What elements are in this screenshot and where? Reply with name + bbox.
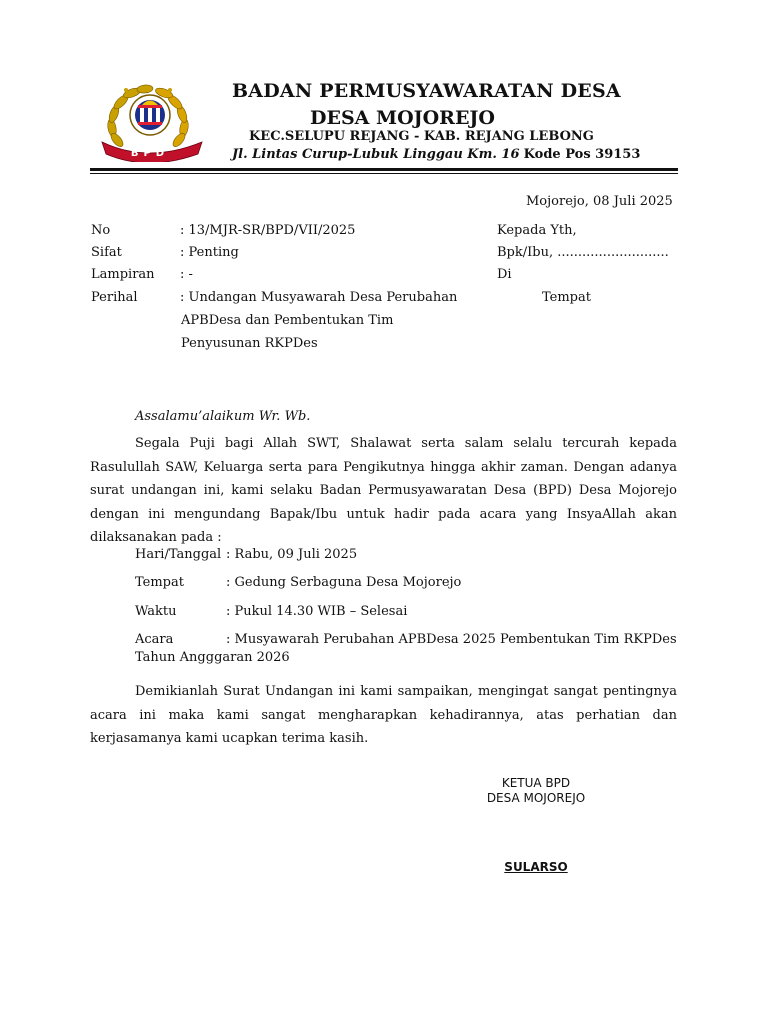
meta-perihal-line1: : Undangan Musyawarah Desa Perubahan xyxy=(180,290,458,305)
signature-title-2: DESA MOJOREJO xyxy=(486,791,586,805)
meta-sifat-label: Sifat xyxy=(91,245,122,260)
recipient-line4: Tempat xyxy=(542,290,591,305)
signature-title-1: KETUA BPD xyxy=(501,776,571,790)
event-tempat-value: : Gedung Serbaguna Desa Mojorejo xyxy=(226,575,462,590)
event-acara-continuation: Tahun Angggaran 2026 xyxy=(135,650,290,665)
logo-text: BPD xyxy=(130,148,170,159)
address-street: Jl. Lintas Curup-Lubuk Linggau Km. 16 xyxy=(232,147,520,162)
header-divider-thick xyxy=(90,168,678,171)
address-postcode: Kode Pos 39153 xyxy=(523,147,641,162)
recipient-line2: Bpk/Ibu, ........................... xyxy=(497,245,669,260)
org-subdistrict: KEC.SELUPU REJANG - KAB. REJANG LEBONG xyxy=(249,129,594,144)
org-name-line1: BADAN PERMUSYAWARATAN DESA xyxy=(232,80,621,102)
meta-lampiran-value: : - xyxy=(180,267,193,282)
meta-perihal-line2: APBDesa dan Pembentukan Tim xyxy=(181,313,394,328)
meta-no-value: : 13/MJR-SR/BPD/VII/2025 xyxy=(180,223,356,238)
letter-date: Mojorejo, 08 Juli 2025 xyxy=(526,194,673,209)
signature-name: SULARSO xyxy=(504,860,568,874)
meta-perihal-label: Perihal xyxy=(91,290,138,305)
bpd-logo xyxy=(98,82,214,162)
header-divider-thin xyxy=(90,173,678,174)
event-acara-value: : Musyawarah Perubahan APBDesa 2025 Pembentukan Tim RKPDes xyxy=(226,632,677,647)
event-hari-label: Hari/Tanggal xyxy=(135,547,222,562)
greeting: Assalamu’alaikum Wr. Wb. xyxy=(135,409,311,424)
event-tempat-label: Tempat xyxy=(135,575,184,590)
org-name-line2: DESA MOJOREJO xyxy=(310,107,495,129)
event-waktu-label: Waktu xyxy=(135,604,177,619)
meta-sifat-value: : Penting xyxy=(180,245,239,260)
body-paragraph-2: Demikianlah Surat Undangan ini kami sampaikan, mengingat sangat pentingnya acara ini maka kami sangat mengharapkan kehadirannya, atas perhatian dan kerjasamanya kami ucapkan terima kasih. xyxy=(90,684,677,746)
meta-perihal-line3: Penyusunan RKPDes xyxy=(181,336,318,351)
org-address xyxy=(232,147,640,162)
event-waktu-value: : Pukul 14.30 WIB – Selesai xyxy=(226,604,408,619)
event-acara-label: Acara xyxy=(135,632,174,647)
meta-no-label: No xyxy=(91,223,111,238)
recipient-line3: Di xyxy=(497,267,512,282)
body-paragraph-1: Segala Puji bagi Allah SWT, Shalawat serta salam selalu tercurah kepada Rasulullah SAW, Keluarga serta para Pengikutnya hingga akhir zaman. Dengan adanya surat undangan ini, kami selaku Badan Permusyawaratan Desa (BPD) Desa Mojorejo dengan ini mengundang Bapak/Ibu untuk hadir pada acara yang InsyaAllah akan dilaksanakan pada : xyxy=(90,436,677,545)
event-hari-value: : Rabu, 09 Juli 2025 xyxy=(226,547,358,562)
meta-lampiran-label: Lampiran xyxy=(91,267,155,282)
recipient-line1: Kepada Yth, xyxy=(497,223,577,238)
